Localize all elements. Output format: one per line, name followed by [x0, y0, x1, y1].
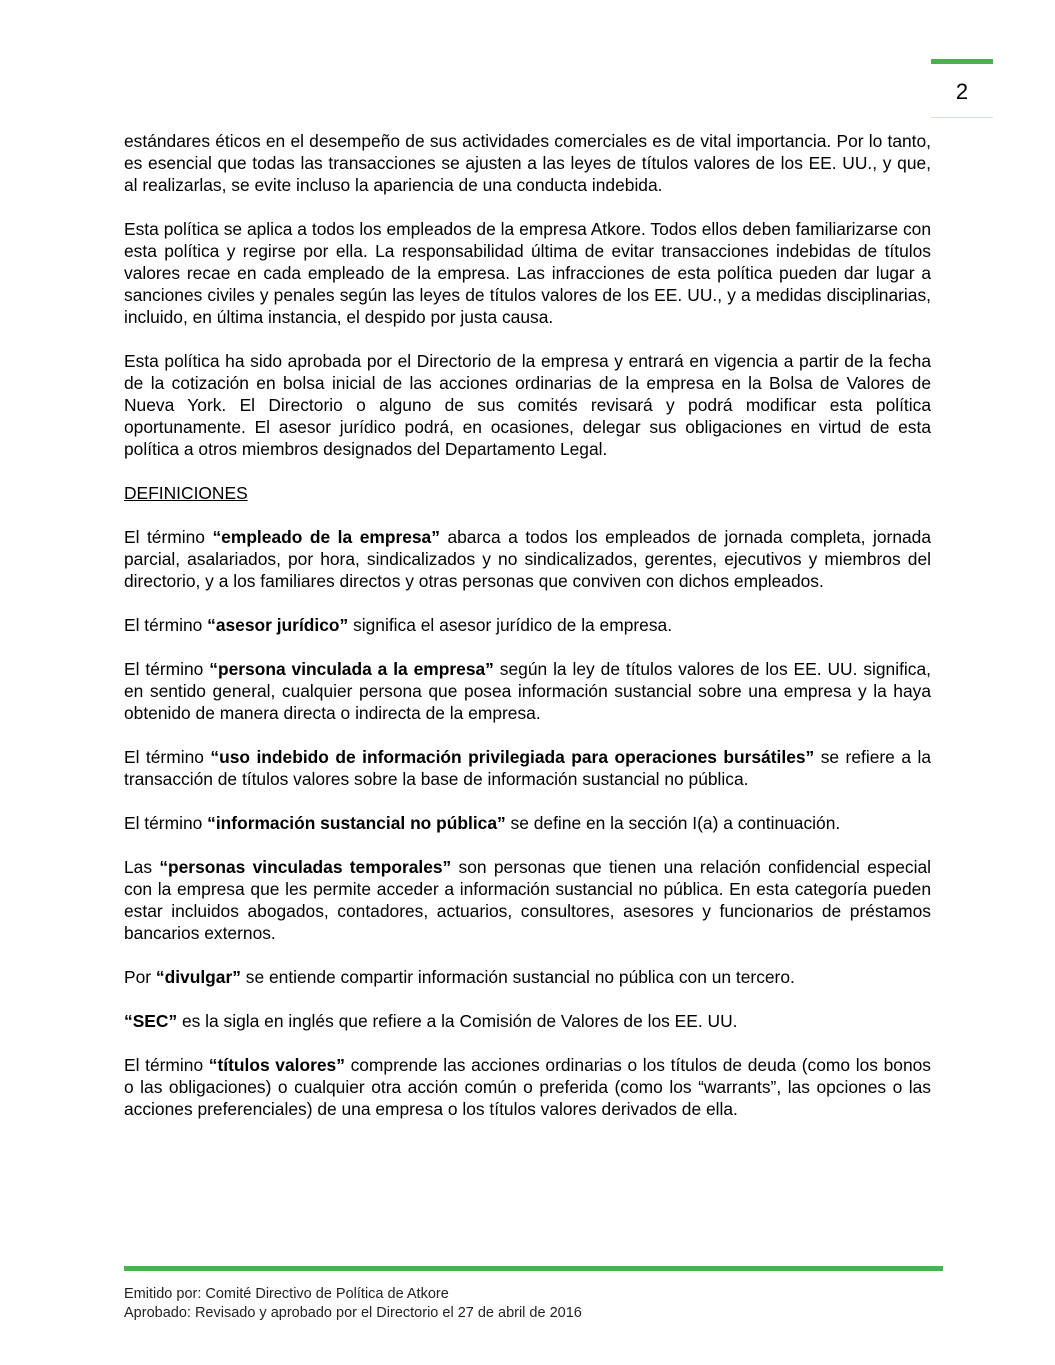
page-number: 2 — [955, 79, 969, 104]
term-uso-indebido: “uso indebido de información privilegiada para operaciones bursátiles” — [210, 747, 815, 767]
term-informacion: “información sustancial no pública” — [207, 813, 506, 833]
term-divulgar: “divulgar” — [155, 967, 241, 987]
term-empleado: “empleado de la empresa” — [212, 527, 440, 547]
document-body — [124, 130, 931, 1142]
definition-informacion: El término “información sustancial no pública” se define en la sección I(a) a continuación. — [124, 813, 841, 833]
definition-divulgar: Por “divulgar” se entiende compartir información sustancial no pública con un tercero. — [124, 967, 795, 987]
term-titulos: “títulos valores” — [208, 1055, 345, 1075]
page-number-divider — [931, 117, 993, 118]
footer — [124, 1285, 582, 1323]
footer-approved: Aprobado: Revisado y aprobado por el Directorio el 27 de abril de 2016 — [124, 1305, 582, 1321]
paragraph-approval: Esta política ha sido aprobada por el Directorio de la empresa y entrará en vigencia a partir de la fecha de la cotización en bolsa inicial de las acciones ordinarias de la empresa en la Bolsa de Valores de Nueva York. El Directorio o alguno de sus comités revisará y podrá modificar esta política oportunamente. El asesor jurídico podrá, en ocasiones, delegar sus obligaciones en virtud de esta política a otros miembros designados del Departamento Legal. — [124, 351, 931, 459]
term-asesor: “asesor jurídico” — [207, 615, 349, 635]
section-heading-definitions: DEFINICIONES — [124, 483, 248, 503]
term-personas-temporales: “personas vinculadas temporales” — [159, 857, 452, 877]
definition-uso-indebido: El término “uso indebido de información privilegiada para operaciones bursátiles” se refiere a la transacción de títulos valores sobre la base de información sustancial no pública. — [124, 747, 931, 789]
footer-issued-by: Emitido por: Comité Directivo de Política de Atkore — [124, 1286, 449, 1302]
definition-persona-vinculada: El término “persona vinculada a la empresa” según la ley de títulos valores de los EE. UU. significa, en sentido general, cualquier persona que posea información sustancial sobre una empresa y la haya obtenido de manera directa o indirecta de la empresa. — [124, 659, 931, 723]
page-number-accent-bar — [931, 59, 993, 64]
definition-asesor: El término “asesor jurídico” significa el asesor jurídico de la empresa. — [124, 615, 673, 635]
term-sec: “SEC” — [124, 1011, 178, 1031]
definition-personas-temporales: Las “personas vinculadas temporales” son personas que tienen una relación confidencial especial con la empresa que les permite acceder a información sustancial no pública. En esta categoría pueden estar incluidos abogados, contadores, actuarios, consultores, asesores y funcionarios de préstamos bancarios externos. — [124, 857, 931, 943]
paragraph-ethics: estándares éticos en el desempeño de sus actividades comerciales es de vital importancia. Por lo tanto, es esencial que todas las transacciones se ajusten a las leyes de títulos valores de los EE. UU., y que, al realizarlas, se evite incluso la apariencia de una conducta indebida. — [124, 131, 931, 195]
paragraph-scope: Esta política se aplica a todos los empleados de la empresa Atkore. Todos ellos deben familiarizarse con esta política y regirse por ella. La responsabilidad última de evitar transacciones indebidas de títulos valores recae en cada empleado de la empresa. Las infracciones de esta política pueden dar lugar a sanciones civiles y penales según las leyes de títulos valores de los EE. UU., y a medidas disciplinarias, incluido, en última instancia, el despido por justa causa. — [124, 219, 931, 327]
definition-sec: “SEC” es la sigla en inglés que refiere a la Comisión de Valores de los EE. UU. — [124, 1011, 738, 1031]
definition-titulos: El término “títulos valores” comprende las acciones ordinarias o los títulos de deuda (como los bonos o las obligaciones) o cualquier otra acción común o preferida (como los “warrants”, las opciones o las acciones preferenciales) de una empresa o los títulos valores derivados de ella. — [124, 1055, 931, 1119]
term-persona-vinculada: “persona vinculada a la empresa” — [209, 659, 494, 679]
definition-empleado: El término “empleado de la empresa” abarca a todos los empleados de jornada completa, jornada parcial, asalariados, por hora, sindicalizados y no sindicalizados, gerentes, ejecutivos y miembros del directorio, y a los familiares directos y otras personas que conviven con dichos empleados. — [124, 527, 932, 591]
footer-accent-bar — [124, 1266, 943, 1271]
